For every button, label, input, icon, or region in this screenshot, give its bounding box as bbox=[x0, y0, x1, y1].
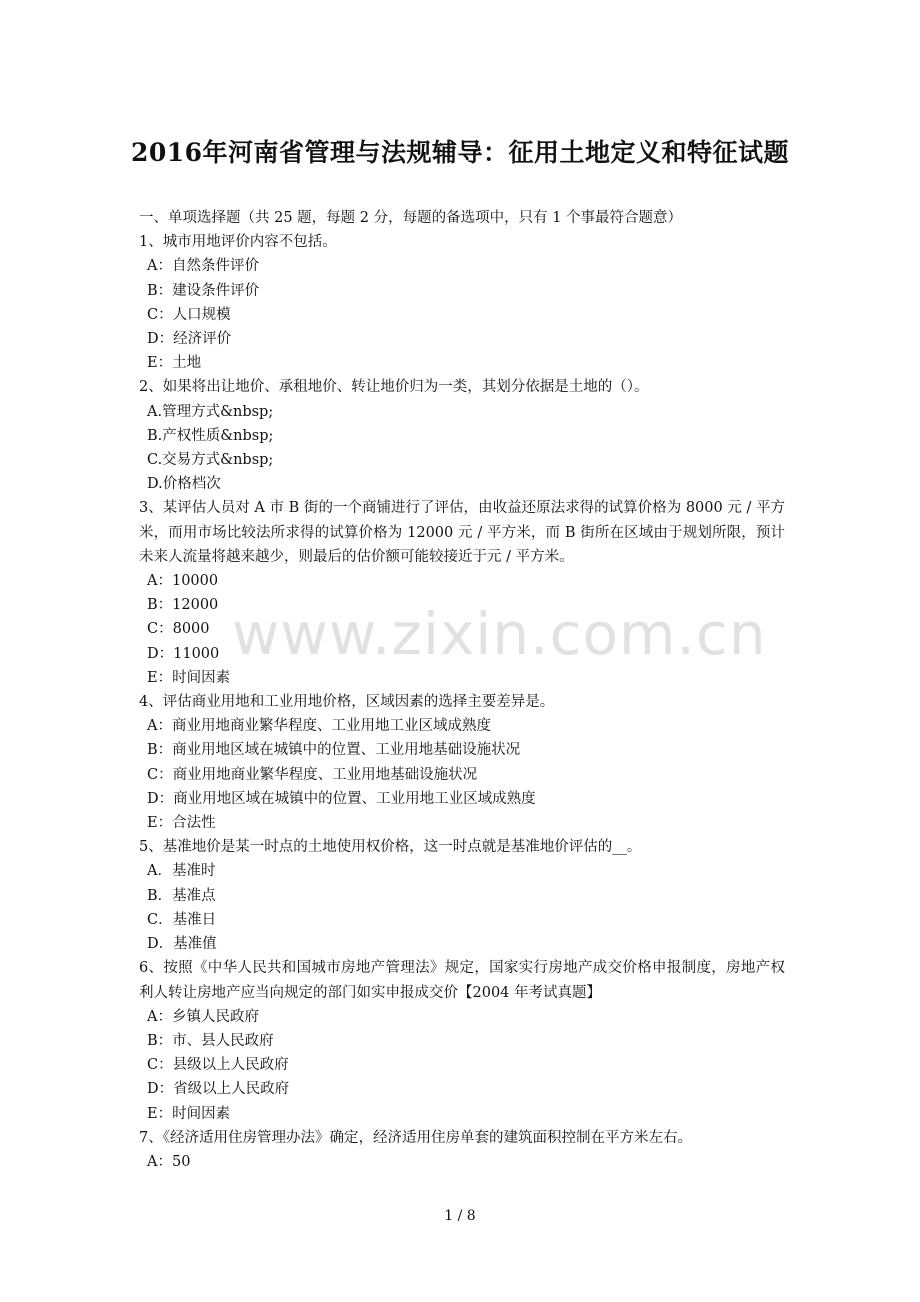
question-stem: 5、基准地价是某一时点的土地使用权价格，这一时点就是基准地价评估的__。 bbox=[139, 839, 642, 856]
answer-option: E：时间因素 bbox=[147, 1105, 231, 1122]
page-title: 2016年河南省管理与法规辅导：征用土地定义和特征试题 bbox=[130, 138, 790, 167]
question-item bbox=[139, 496, 785, 690]
answer-option: D．基准值 bbox=[147, 936, 217, 953]
answer-option: C：8000 bbox=[147, 621, 210, 638]
answer-option: D：经济评价 bbox=[147, 331, 232, 348]
answer-option: A：乡镇人民政府 bbox=[147, 1008, 259, 1025]
answer-option: D：省级以上人民政府 bbox=[147, 1081, 290, 1098]
answer-option: C：人口规模 bbox=[147, 306, 231, 323]
answer-option: B：市、县人民政府 bbox=[147, 1032, 274, 1049]
question-stem: 7、《经济适用住房管理办法》确定，经济适用住房单套的建筑面积控制在平方米左右。 bbox=[139, 1129, 692, 1146]
question-stem: 1、城市用地评价内容不包括。 bbox=[139, 234, 337, 251]
answer-option: A：商业用地商业繁华程度、工业用地工业区域成熟度 bbox=[147, 718, 491, 735]
question-item bbox=[139, 690, 785, 835]
questions-container bbox=[139, 230, 785, 1174]
answer-option: A：10000 bbox=[147, 573, 219, 590]
answer-option: C：商业用地商业繁华程度、工业用地基础设施状况 bbox=[147, 766, 478, 783]
question-stem: 6、按照《中华人民共和国城市房地产管理法》规定，国家实行房地产成交价格申报制度，房地产权利人转让房地产应当向规定的部门如实申报成交价【2004 年考试真题】 bbox=[139, 960, 785, 1001]
answer-option: C：县级以上人民政府 bbox=[147, 1057, 289, 1074]
answer-option: E：合法性 bbox=[147, 815, 216, 832]
answer-option: B.产权性质&nbsp; bbox=[147, 427, 274, 444]
question-item bbox=[139, 375, 785, 496]
question-item bbox=[139, 956, 785, 1125]
answer-option: B：12000 bbox=[147, 597, 219, 614]
question-list bbox=[139, 206, 785, 1174]
answer-option: B：商业用地区域在城镇中的位置、工业用地基础设施状况 bbox=[147, 742, 521, 759]
question-stem: 3、某评估人员对 A 市 B 街的一个商铺进行了评估，由收益还原法求得的试算价格为 8000 元 / 平方米，而用市场比较法所求得的试算价格为 12000 元 / 平方米，而 B 街所在区域由于规划所限，预计未来人流量将越来越少，则最后的估价额可能较接近于元 / 平方米。 bbox=[139, 500, 785, 565]
watermark: www.zixin.com.cn bbox=[232, 600, 767, 668]
answer-option: E：土地 bbox=[147, 355, 202, 372]
answer-option: A：50 bbox=[147, 1153, 191, 1170]
answer-option: C.交易方式&nbsp; bbox=[147, 452, 274, 469]
question-stem: 2、如果将出让地价、承租地价、转让地价归为一类，其划分依据是土地的（）。 bbox=[139, 379, 649, 396]
answer-option: E：时间因素 bbox=[147, 669, 231, 686]
answer-option: A.管理方式&nbsp; bbox=[147, 403, 274, 420]
question-item bbox=[139, 1126, 785, 1174]
answer-option: A．基准时 bbox=[147, 863, 216, 880]
question-item bbox=[139, 835, 785, 956]
answer-option: D.价格档次 bbox=[147, 476, 221, 493]
answer-option: D：商业用地区域在城镇中的位置、工业用地工业区域成熟度 bbox=[147, 790, 536, 807]
answer-option: B：建设条件评价 bbox=[147, 282, 260, 299]
question-item bbox=[139, 230, 785, 375]
answer-option: C．基准日 bbox=[147, 911, 217, 928]
section-heading: 一、单项选择题（共 25 题，每题 2 分，每题的备选项中，只有 1 个事最符合题意） bbox=[139, 210, 683, 226]
answer-option: D：11000 bbox=[147, 645, 220, 662]
answer-option: B．基准点 bbox=[147, 887, 216, 904]
page-number: 1 / 8 bbox=[444, 1208, 476, 1224]
answer-option: A：自然条件评价 bbox=[147, 258, 259, 275]
question-stem: 4、评估商业用地和工业用地价格，区域因素的选择主要差异是。 bbox=[139, 694, 555, 711]
